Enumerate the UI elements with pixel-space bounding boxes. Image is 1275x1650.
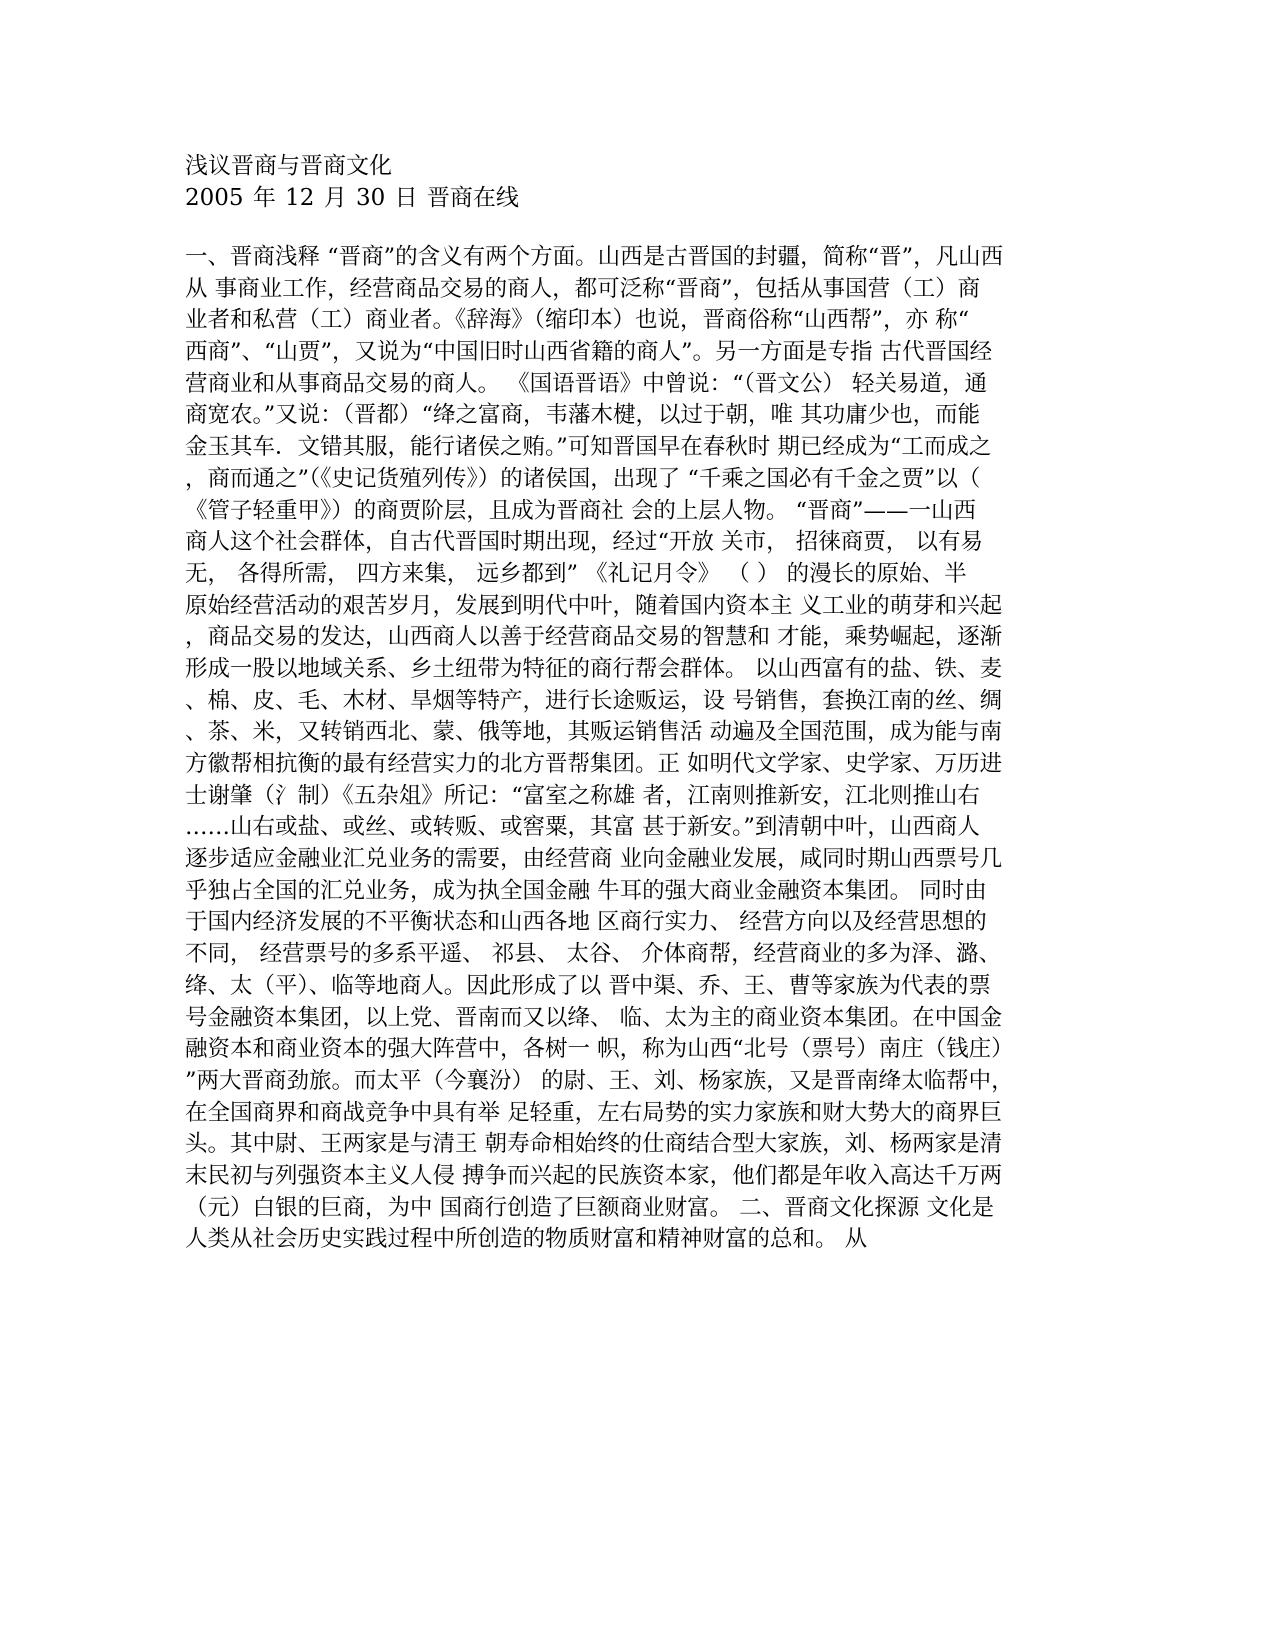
body-line: 商宽农。”又说：（晋都）“绛之富商，韦藩木楗，以过于朝，唯 其功庸少也，而能 [185,402,981,429]
body-line: 《管子轻重甲》）的商贾阶层，且成为晋商社 会的上层人物。 “晋商”——一山西 [185,497,977,524]
body-line: 营商业和从事商品交易的商人。 《国语晋语》中曾说：“（晋文公） 轻关易道，通 [185,370,988,397]
body-line: 人类从社会历史实践过程中所创造的物质财富和精神财富的总和。 从 [185,1226,868,1253]
body-line: 、棉、皮、毛、木材、旱烟等特产，进行长途贩运，设 号销售，套换江南的丝、绸 [185,687,1003,714]
body-line: ，商而通之”（《史记货殖列传》）的诸侯国，出现了 “千乘之国必有千金之贾”以（ [185,465,981,492]
body-line: 绛、太（平）、临等地商人。因此形成了以 晋中渠、乔、王、曹等家族为代表的票 [185,972,991,999]
body-line: 原始经营活动的艰苦岁月，发展到明代中叶，随着国内资本主 义工业的萌芽和兴起 [185,592,1003,619]
document-body [185,242,1085,1256]
body-line: 商人这个社会群体，自古代晋国时期出现，经过“开放 关市， 招徕商贾， 以有易 [185,529,983,556]
body-line: 一、晋商浅释 “晋商”的含义有两个方面。山西是古晋国的封疆，简称“晋”，凡山西 [185,244,1004,270]
body-line: ……山右或盐、或丝、或转贩、或窖粟，其富 甚于新安。”到清朝中叶，山西商人 [185,814,980,841]
document-title: 浅议晋商与晋商文化 [185,153,392,179]
body-line: （元）白银的巨商，为中 国商行创造了巨额商业财富。 二、晋商文化探源 文化是 [185,1194,994,1221]
document-header [185,150,1085,214]
body-line: 逐步适应金融业汇兑业务的需要，由经营商 业向金融业发展，咸同时期山西票号几 [185,846,1003,873]
body-line: 乎独占全国的汇兑业务，成为执全国金融 牛耳的强大商业金融资本集团。 同时由 [185,877,987,904]
body-line: 金玉其车．文错其服，能行诸侯之贿。”可知晋国早在春秋时 期已经成为“工而成之 [185,434,992,461]
body-line: 业者和私营（工）商业者。《辞海》（缩印本）也说，晋商俗称“山西帮”，亦 称“ [185,307,970,334]
body-line: 西商”、“山贾”，又说为“中国旧时山西省籍的商人”。另一方面是专指 古代晋国经 [185,339,993,366]
body-line: 头。其中尉、王两家是与清王 朝寿命相始终的仕商结合型大家族，刘、杨两家是清 [185,1131,1003,1158]
body-line: 士谢肇（氵制）《五杂俎》所记：“富室之称雄 者，江南则推新安，江北则推山右 [185,782,980,809]
body-line: 从 事商业工作，经营商品交易的商人，都可泛称“晋商”，包括从事国营（工）商 [185,275,981,302]
body-line: 于国内经济发展的不平衡状态和山西各地 区商行实力、 经营方向以及经营思想的 [185,909,987,936]
body-line: 末民初与列强资本主义人侵 搏争而兴起的民族资本家，他们都是年收入高达千万两 [185,1162,1003,1189]
body-line: ，商品交易的发达，山西商人以善于经营商品交易的智慧和 才能，乘势崛起，逐渐 [185,624,1003,651]
body-line: 号金融资本集团，以上党、晋南而又以绛、 临、太为主的商业资本集团。在中国金 [185,1004,1003,1031]
body-line: 融资本和商业资本的强大阵营中，各树一 帜，称为山西“北号（票号）南庄（钱庄） [185,1036,1014,1063]
body-line: 在全国商界和商战竞争中具有举 足轻重，左右局势的实力家族和财大势大的商界巨 [185,1099,1003,1126]
document-dateline: 2005 年 12 月 30 日 晋商在线 [185,185,519,211]
body-line: 方徽帮相抗衡的最有经营实力的北方晋帮集团。正 如明代文学家、史学家、万历进 [185,751,1003,777]
body-line: 不同， 经营票号的多系平遥、 祁县、 太谷、 介体商帮，经营商业的多为泽、潞、 [185,941,1002,968]
body-line: 无， 各得所需， 四方来集， 远乡都到” 《礼记月令》 （ ） 的漫长的原始、半 [185,560,967,587]
body-line: 、茶、米，又转销西北、蒙、俄等地，其贩运销售活 动遍及全国范围，成为能与南 [185,719,1003,746]
body-line: 形成一股以地域关系、乡土纽带为特征的商行帮会群体。 以山西富有的盐、铁、麦 [185,655,1003,682]
body-line: ”两大晋商劲旅。而太平（今襄汾） 的尉、王、刘、杨家族，又是晋南绛太临帮中， [185,1067,1014,1094]
